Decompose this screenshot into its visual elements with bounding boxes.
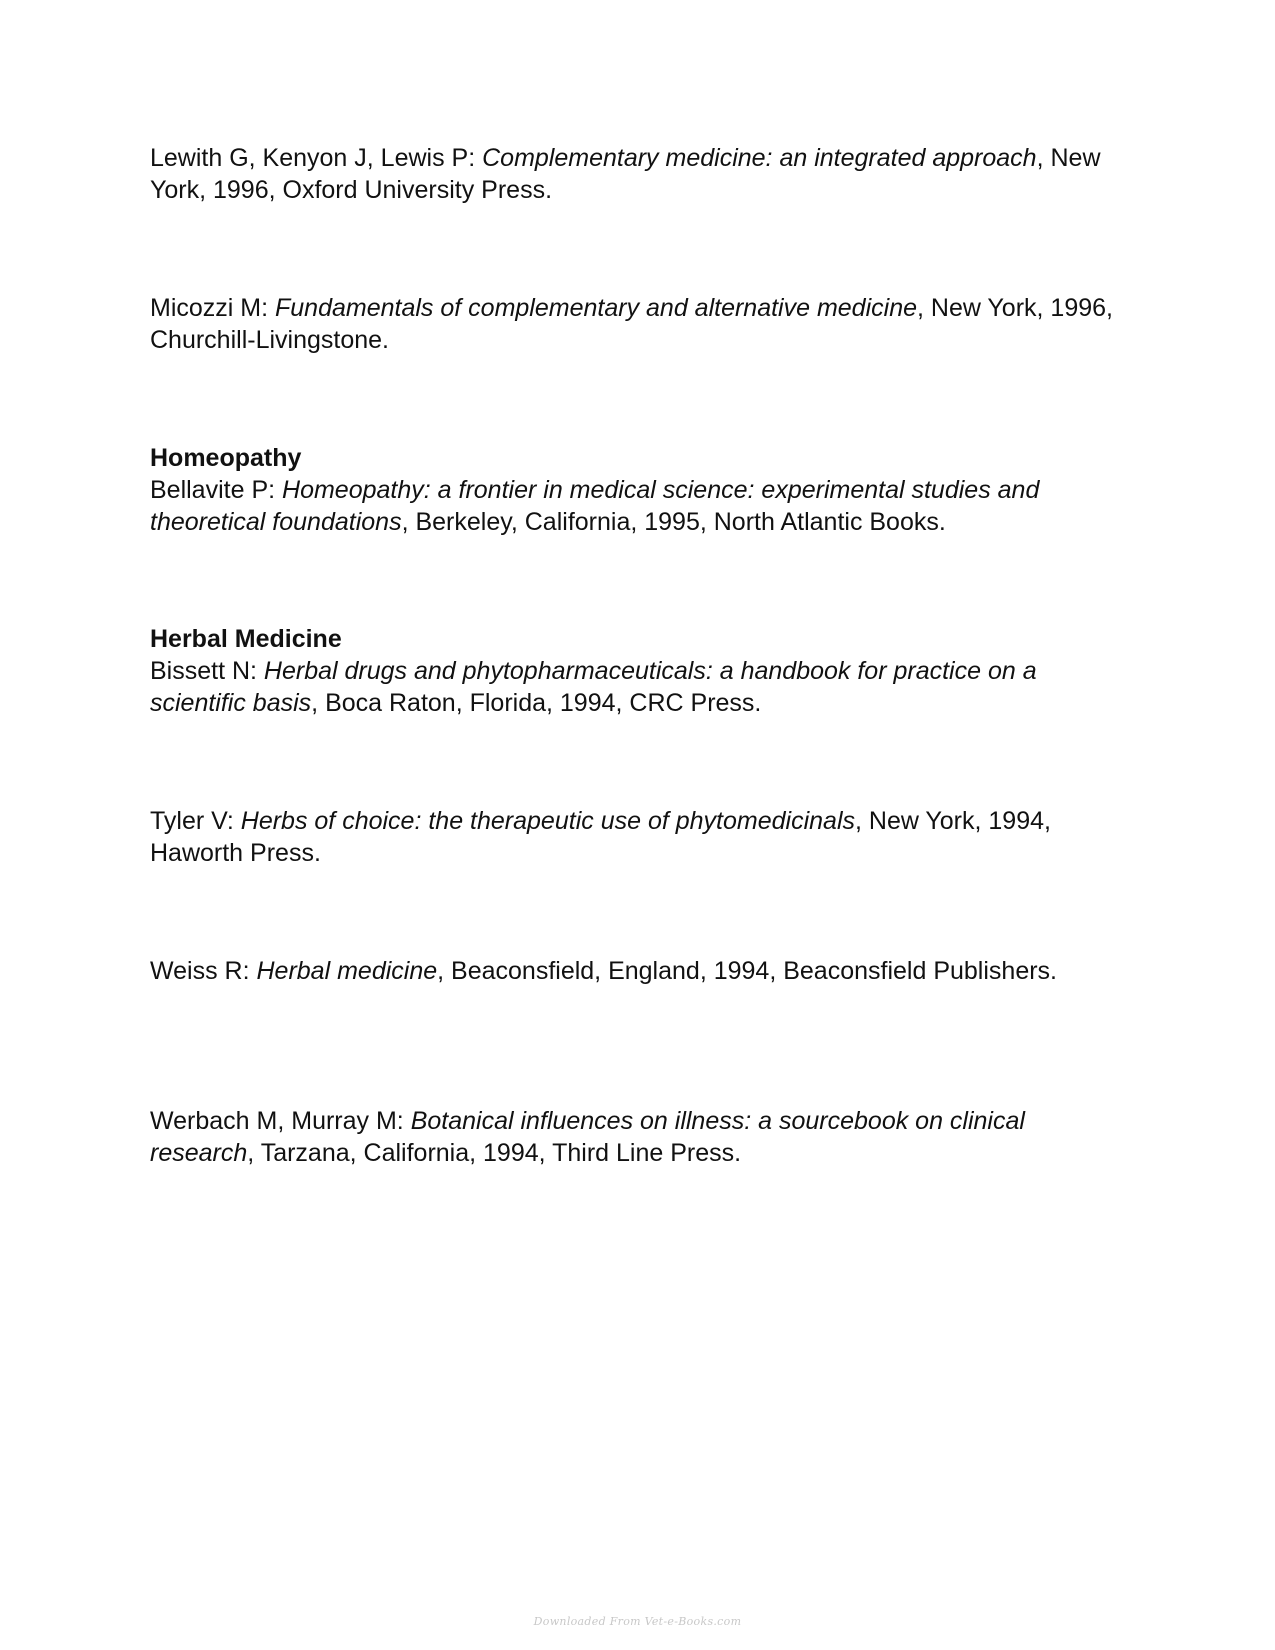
- reference-authors: Micozzi M:: [150, 294, 275, 322]
- reference-authors: Bellavite P:: [150, 476, 283, 504]
- reference-publication: , Beaconsfield, England, 1994, Beaconsfield Publishers.: [437, 957, 1057, 985]
- reference-title: Botanical influences on illness: a sourcebook on clinical research: [150, 1107, 1025, 1167]
- reference-title: Herbal medicine: [256, 957, 438, 985]
- reference-weiss: [150, 955, 1130, 987]
- reference-bissett: [150, 623, 1130, 719]
- reference-authors: Lewith G, Kenyon J, Lewis P:: [150, 144, 483, 172]
- reference-werbach: [150, 1105, 1130, 1169]
- reference-publication: , Berkeley, California, 1995, North Atlantic Books.: [401, 508, 946, 536]
- reference-publication: , Tarzana, California, 1994, Third Line Press.: [247, 1139, 742, 1167]
- reference-title: Herbs of choice: the therapeutic use of phytomedicinals: [240, 807, 855, 835]
- reference-title: Herbal drugs and phytopharmaceuticals: a handbook for practice on a scientific basis: [150, 657, 1037, 717]
- reference-publication: , New York, 1996, Churchill-Livingstone.: [150, 294, 1113, 354]
- reference-publication: , New York, 1994, Haworth Press.: [150, 807, 1051, 867]
- reference-title: Fundamentals of complementary and alternative medicine: [275, 294, 918, 322]
- reference-authors: Weiss R:: [150, 957, 257, 985]
- reference-micozzi: [150, 292, 1130, 356]
- section-heading-herbal-medicine: Herbal Medicine: [150, 625, 342, 653]
- reference-title: Complementary medicine: an integrated approach: [482, 144, 1037, 172]
- reference-authors: Werbach M, Murray M:: [150, 1107, 411, 1135]
- reference-publication: , Boca Raton, Florida, 1994, CRC Press.: [311, 689, 762, 717]
- reference-tyler: [150, 805, 1130, 869]
- reference-bellavite: [150, 442, 1130, 538]
- section-heading-homeopathy: Homeopathy: [150, 444, 302, 472]
- reference-authors: Tyler V:: [150, 807, 241, 835]
- watermark: Downloaded From Vet-e-Books.com: [533, 1615, 742, 1628]
- reference-lewith: [150, 142, 1130, 206]
- reference-authors: Bissett N:: [150, 657, 264, 685]
- reference-publication: , New York, 1996, Oxford University Press.: [150, 144, 1101, 204]
- reference-title: Homeopathy: a frontier in medical science: experimental studies and theoretical foundations: [150, 476, 1040, 536]
